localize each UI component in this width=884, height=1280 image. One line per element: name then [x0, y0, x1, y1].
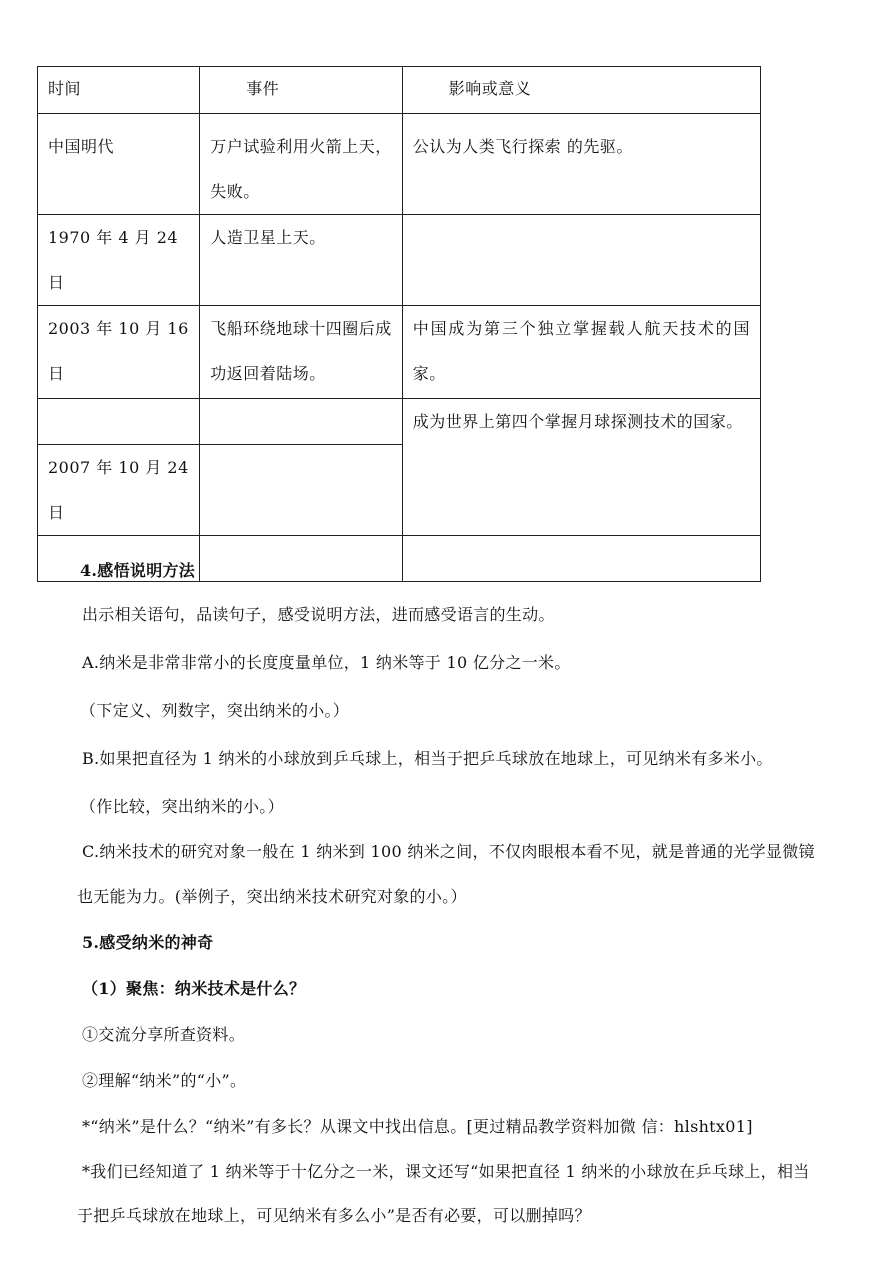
- section-5-title: 5.感受纳米的神奇: [82, 933, 214, 952]
- cell-event: 飞船环绕地球十四圈后成功返回着陆场。: [200, 306, 403, 399]
- table-row: [38, 215, 761, 306]
- example-a-note: （下定义、列数字，突出纳米的小。）: [80, 701, 350, 720]
- cell-impact: 中国成为第三个独立掌握载人航天技术的国家。: [402, 306, 760, 399]
- question-1: *“纳米”是什么？“纳米”有多长？从课文中找出信息。[更过精品教学资料加微 信：hlshtx01]: [82, 1117, 753, 1136]
- header-impact: 影响或意义: [402, 67, 760, 114]
- example-b-note: （作比较，突出纳米的小。）: [80, 797, 284, 816]
- cell-impact: [402, 536, 760, 582]
- cell-time: [38, 399, 200, 445]
- item-1: ①交流分享所查资料。: [82, 1025, 246, 1044]
- cell-event: [200, 399, 403, 445]
- cell-event: [200, 445, 403, 536]
- example-b: B.如果把直径为 1 纳米的小球放到乒乓球上，相当于把乒乓球放在地球上，可见纳米有多米小。: [82, 749, 773, 768]
- cell-time: 中国明代: [38, 114, 200, 215]
- section-4-intro: 出示相关语句，品读句子，感受说明方法，进而感受语言的生动。: [82, 605, 555, 624]
- cell-impact: 公认为人类飞行探索 的先驱。: [402, 114, 760, 215]
- section-5-1-title: （1）聚焦：纳米技术是什么？: [82, 979, 306, 998]
- cell-event: 人造卫星上天。: [200, 215, 403, 306]
- table-row: [38, 114, 761, 215]
- cell-impact: [402, 215, 760, 306]
- cell-time: 1970 年 4 月 24 日: [38, 215, 200, 306]
- section-4-title: 4.感悟说明方法: [80, 561, 196, 580]
- example-c-line2: 也无能为力。(举例子，突出纳米技术研究对象的小。）: [77, 887, 467, 906]
- events-table: [37, 66, 761, 582]
- question-2-line1: *我们已经知道了 1 纳米等于十亿分之一米，课文还写“如果把直径 1 纳米的小球放在乒乓球上，相当: [82, 1162, 810, 1181]
- table-row: [38, 306, 761, 399]
- table-row: [38, 399, 761, 445]
- cell-event: 万户试验利用火箭上天，失败。: [200, 114, 403, 215]
- cell-time: 2007 年 10 月 24 日: [38, 445, 200, 536]
- table-header-row: [38, 67, 761, 114]
- example-a: A.纳米是非常非常小的长度度量单位，1 纳米等于 10 亿分之一米。: [82, 653, 571, 672]
- cell-event: [200, 536, 403, 582]
- cell-time: 2003 年 10 月 16 日: [38, 306, 200, 399]
- header-event: 事件: [200, 67, 403, 114]
- question-2-line2: 于把乒乓球放在地球上，可见纳米有多么小”是否有必要，可以删掉吗？: [77, 1206, 591, 1225]
- example-c-line1: C.纳米技术的研究对象一般在 1 纳米到 100 纳米之间，不仅肉眼根本看不见，就是普通的光学显微镜: [82, 842, 815, 861]
- item-2: ②理解“纳米”的“小”。: [82, 1071, 247, 1090]
- cell-impact: 成为世界上第四个掌握月球探测技术的国家。: [402, 399, 760, 536]
- header-time: 时间: [38, 67, 200, 114]
